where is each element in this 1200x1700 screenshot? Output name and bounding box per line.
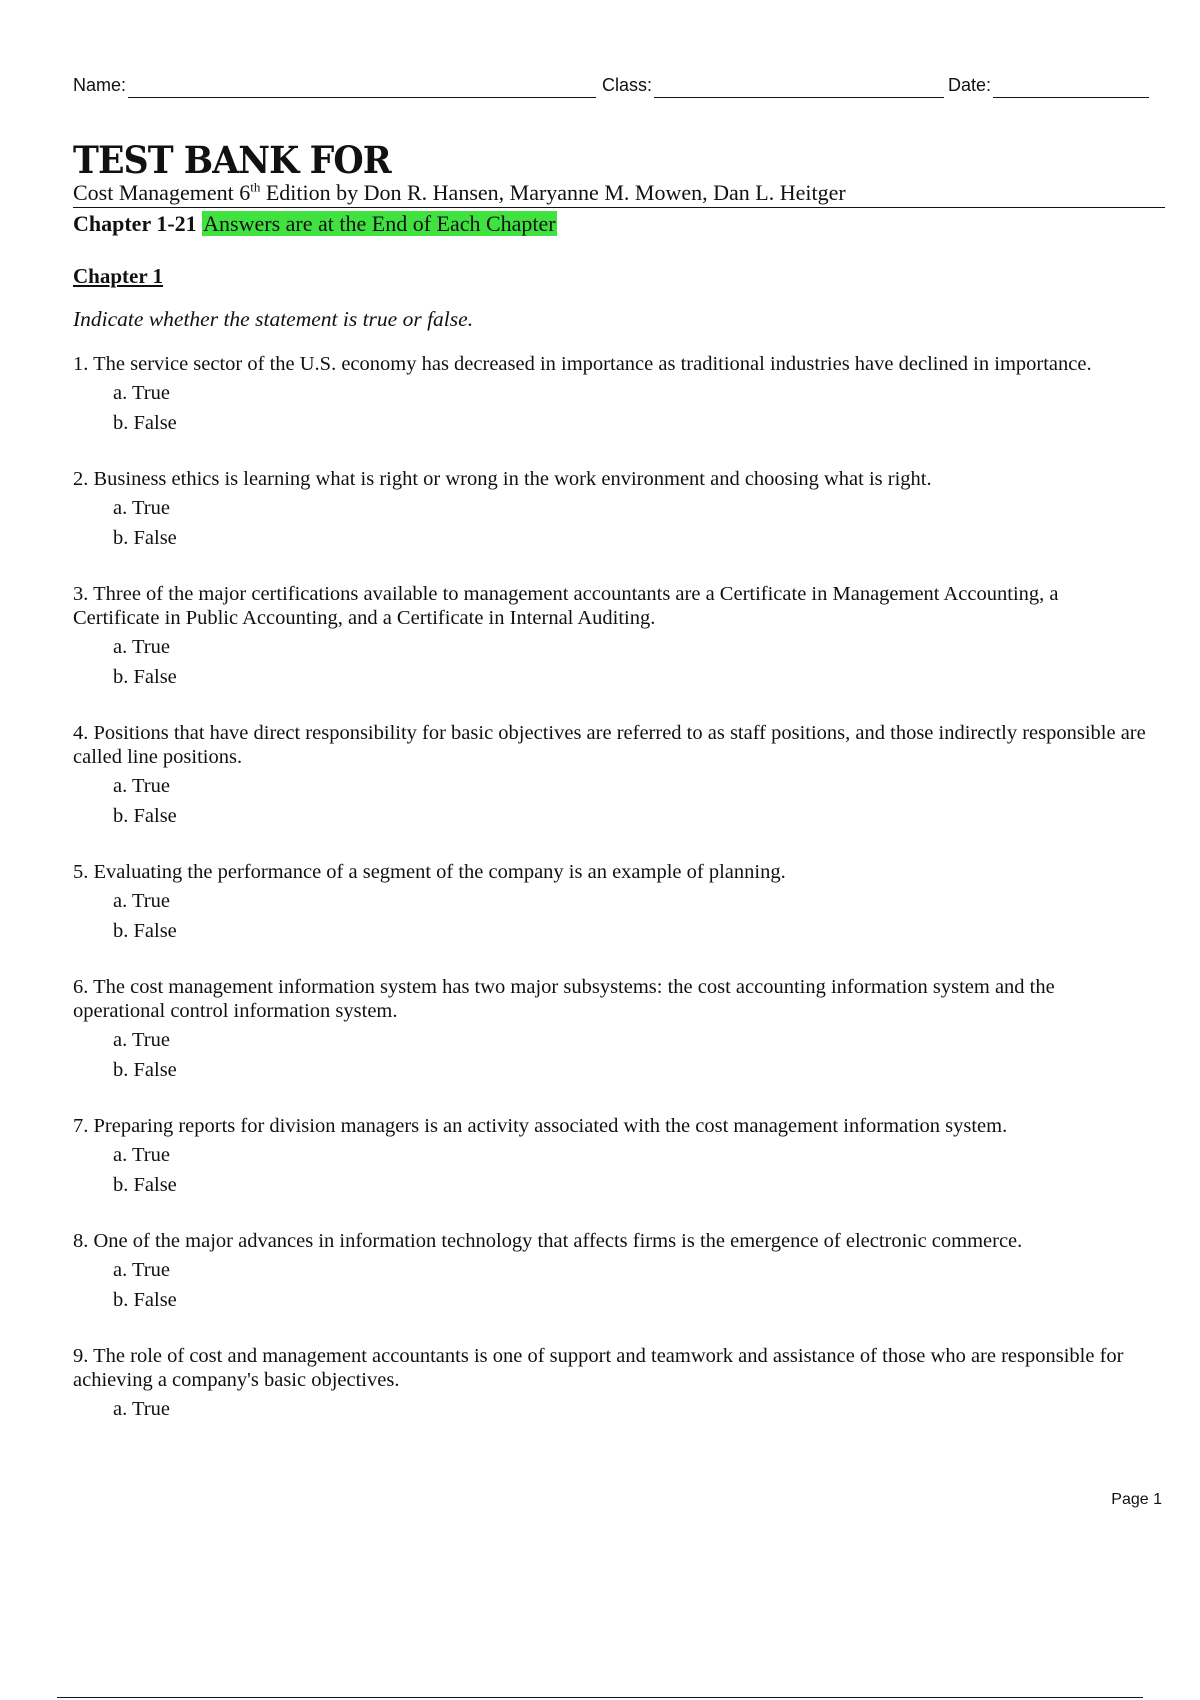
question-text: 9. The role of cost and management accountants is one of support and teamwork and assistance of those who are responsible for achieving a company's basic objectives. [73,1345,1124,1391]
question-text: 4. Positions that have direct responsibility for basic objectives are referred to as staff positions, and those indirectly responsible are called line positions. [73,722,1146,768]
question-text: 7. Preparing reports for division managers is an activity associated with the cost management information system. [73,1115,1008,1137]
instructions-text: Indicate whether the statement is true or false. [73,307,474,331]
class-label: Class: [602,75,653,95]
answers-note-highlight: Answers are at the End of Each Chapter [203,211,556,236]
question-item [73,1344,1163,1422]
question-item [73,582,1163,690]
name-blank-line [128,73,596,98]
question-item [73,1114,1163,1198]
question-text: 1. The service sector of the U.S. economy has decreased in importance as traditional industries have declined in importance. [73,353,1092,375]
answer-option: a. True [113,1398,170,1420]
question-text: 2. Business ethics is learning what is right or wrong in the work environment and choosing what is right. [73,468,932,490]
question-item [73,721,1163,829]
subtitle-superscript: th [250,179,261,195]
date-blank-line [993,73,1149,98]
question-text: 5. Evaluating the performance of a segment of the company is an example of planning. [73,861,786,883]
footer-rule [57,1697,1143,1698]
question-text: 8. One of the major advances in information technology that affects firms is the emergence of electronic commerce. [73,1230,1023,1252]
question-item [73,860,1163,944]
page-number: Page 1 [1111,1491,1162,1508]
answer-option: b. False [113,805,177,827]
chapter-range-line [73,209,1163,239]
date-label: Date: [948,75,992,95]
question-item [73,975,1163,1083]
document-title: TEST BANK FOR [73,138,391,182]
answer-option: a. True [113,775,170,797]
question-text: 3. Three of the major certifications available to management accountants are a Certificate in Management Accounting, a Certificate in Public Accounting, and a Certificate in Internal Auditing. [73,583,1059,629]
name-label: Name: [73,75,127,95]
chapter-range-label: Chapter 1-21 [73,211,197,236]
answer-option: a. True [113,382,170,404]
chapter-heading: Chapter 1 [73,264,164,288]
answer-option: b. False [113,1059,177,1081]
question-list [73,352,1163,1422]
subtitle-pre: Cost Management 6 [73,180,251,205]
answer-option: b. False [113,1174,177,1196]
answer-option: a. True [113,890,170,912]
answer-option: b. False [113,920,177,942]
answer-option: a. True [113,636,170,658]
answer-option: a. True [113,497,170,519]
subtitle-post: Edition by Don R. Hansen, Maryanne M. Mowen, Dan L. Heitger [260,180,846,205]
question-item [73,467,1163,551]
answer-option: b. False [113,1289,177,1311]
answer-option: b. False [113,666,177,688]
answer-option: a. True [113,1259,170,1281]
answer-option: b. False [113,527,177,549]
question-text: 6. The cost management information system has two major subsystems: the cost accounting information system and the operational control information system. [73,976,1055,1022]
question-item [73,1229,1163,1313]
answer-option: a. True [113,1029,170,1051]
class-blank-line [654,73,944,98]
answer-option: b. False [113,412,177,434]
book-subtitle [73,180,1165,208]
document-page [73,70,1163,1453]
question-item [73,352,1163,436]
answer-option: a. True [113,1144,170,1166]
header-fields [73,70,1163,98]
